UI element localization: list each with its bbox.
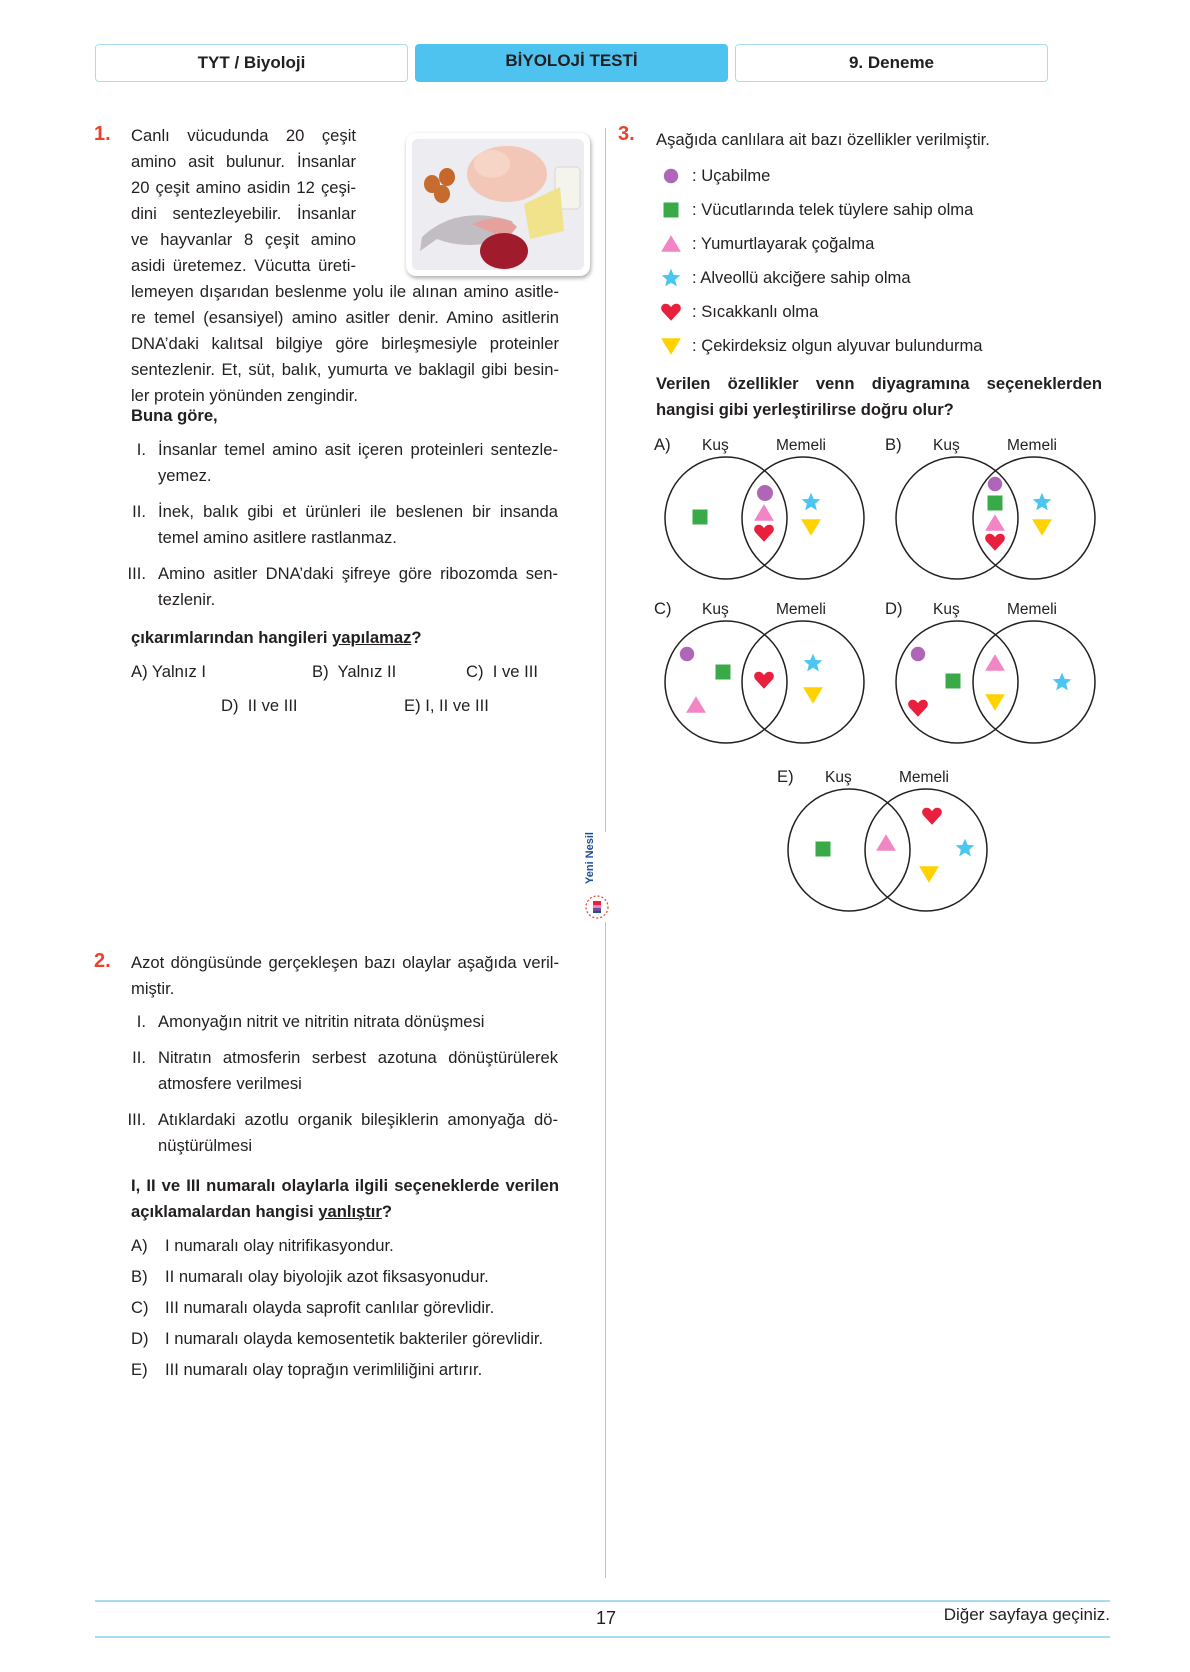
venn-diagram	[654, 619, 874, 747]
statement-label: II.	[132, 1048, 146, 1067]
text-line: nüştürülmesi	[158, 1136, 253, 1155]
option-label: C)	[466, 662, 484, 681]
header-subject	[95, 44, 408, 82]
option-label: D)	[131, 1329, 149, 1348]
venn-option-e[interactable]	[777, 765, 997, 915]
legend-item-ucabilme	[660, 163, 770, 189]
question-number: 1.	[94, 123, 111, 145]
option-text: Yalnız II	[337, 662, 397, 681]
set-label-kus: Kuş	[702, 437, 729, 454]
question-number: 3.	[618, 123, 635, 145]
venn-diagram	[885, 455, 1105, 583]
prompt-end: ?	[411, 628, 422, 647]
venn-option-c[interactable]	[654, 597, 874, 747]
question-2-prompt	[131, 1173, 559, 1225]
page-number: 17	[596, 1608, 617, 1628]
legend-item-telek	[660, 197, 973, 223]
option-d[interactable]	[131, 1326, 543, 1352]
statement-3	[118, 561, 558, 615]
set-label-kus: Kuş	[702, 601, 729, 618]
triangle-icon	[660, 233, 682, 255]
statement-2	[118, 499, 558, 553]
heart-icon	[660, 301, 682, 323]
set-label-memeli: Memeli	[1007, 437, 1057, 454]
question-2-intro	[131, 950, 559, 1002]
text-line: Amino asitler DNA’daki şifreye göre ribozomda sen-	[158, 564, 558, 583]
option-label: B)	[131, 1267, 148, 1286]
option-label: B)	[312, 662, 329, 681]
text-line: re temel (esansiyel) amino asitler denir. Amino asitlerin	[131, 308, 559, 327]
square-icon	[660, 199, 682, 221]
prompt-emphasis: yanlıştır	[318, 1202, 382, 1221]
footer-bottom-rule	[95, 1636, 1110, 1638]
prompt-text: açıklamalardan hangisi	[131, 1202, 319, 1221]
venn-diagram	[777, 787, 997, 915]
header-test-title-text: BİYOLOJİ TESTİ	[505, 51, 638, 70]
legend-item-yumurta	[660, 231, 874, 257]
option-label: D)	[221, 696, 239, 715]
question-number: 2.	[94, 950, 111, 972]
star-icon	[660, 267, 682, 289]
option-label: A)	[654, 435, 671, 454]
venn-option-b[interactable]	[885, 433, 1105, 583]
text-line: miştir.	[131, 979, 175, 998]
legend-text: : Alveollü akciğere sahip olma	[692, 268, 911, 287]
option-c[interactable]	[131, 1295, 494, 1321]
text-line: yemez.	[158, 466, 212, 485]
option-label: A)	[131, 662, 148, 681]
text-line: tezlenir.	[158, 590, 216, 609]
question-1-intro	[131, 123, 356, 279]
text-line: sentezlenir. Et, süt, balık, yumurta ve baklagil gibi besin-	[131, 360, 559, 379]
circle-icon	[660, 165, 682, 187]
statement-3	[118, 1107, 558, 1161]
question-1-body	[131, 279, 559, 409]
legend-text: : Vücutlarında telek tüylere sahip olma	[692, 200, 974, 219]
down-triangle-icon	[660, 335, 682, 357]
prompt-text: çıkarımlarından hangileri	[131, 628, 333, 647]
prompt-line: Verilen özellikler venn diyagramına seçeneklerden	[656, 374, 1102, 393]
text-line: Nitratın atmosferin serbest azotuna dönüştürülerek	[158, 1048, 558, 1067]
option-b[interactable]	[131, 1264, 489, 1290]
text-line: temel amino asitlere rastlanmaz.	[158, 528, 397, 547]
text-line: Azot döngüsünde gerçekleşen bazı olaylar aşağıda veril-	[131, 953, 559, 972]
text-line: DNA’daki kalıtsal bilgiye göre birleşmesiyle proteinler	[131, 334, 559, 353]
legend-item-alyuvar	[660, 333, 983, 359]
option-a[interactable]	[131, 1233, 394, 1259]
statement-label: III.	[127, 564, 146, 583]
venn-option-d[interactable]	[885, 597, 1105, 747]
venn-diagram	[654, 455, 874, 583]
option-text: I, II ve III	[425, 696, 489, 715]
set-label-kus: Kuş	[933, 437, 960, 454]
statement-2	[118, 1045, 558, 1099]
statement-label: I.	[136, 1012, 146, 1031]
text-line: Atıklardaki azotlu organik bileşiklerin amonyağa dö-	[158, 1110, 558, 1129]
protein-foods-illustration	[412, 139, 584, 270]
food-photo-image	[412, 139, 584, 270]
footer-top-rule	[95, 1600, 1110, 1602]
text-line: Canlı vücudunda 20 çeşit	[131, 126, 356, 145]
option-text: I numaralı olayda kemosentetik bakteriler görevlidir.	[165, 1329, 544, 1348]
legend-text: : Çekirdeksiz olgun alyuvar bulundurma	[692, 336, 983, 355]
option-label: C)	[131, 1298, 149, 1317]
set-label-memeli: Memeli	[776, 601, 826, 618]
yeni-nesil-logo	[582, 832, 612, 922]
question-3-prompt	[656, 371, 1102, 423]
option-text: III numaralı olay toprağın verimliliğini artırır.	[165, 1360, 483, 1379]
header-test-title	[415, 44, 728, 82]
text-line: İnsanlar temel amino asit içeren proteinleri sentezle-	[158, 440, 558, 459]
question-1-prompt	[131, 625, 422, 651]
statement-label: II.	[132, 502, 146, 521]
header-exam-number	[735, 44, 1048, 82]
set-label-memeli: Memeli	[776, 437, 826, 454]
option-a[interactable]	[131, 659, 206, 685]
option-text: II ve III	[247, 696, 298, 715]
text-line: ler protein yönünden zengindir.	[131, 386, 358, 405]
option-e[interactable]	[131, 1357, 482, 1383]
legend-text: : Yumurtlayarak çoğalma	[692, 234, 875, 253]
option-b[interactable]	[312, 659, 396, 685]
text-line: lemeyen dışarıdan beslenme yolu ile alınan amino asitle-	[131, 282, 559, 301]
question-1-lead: Buna göre,	[131, 406, 218, 425]
text-line: asidi üretemez. Vücutta üreti-	[131, 256, 356, 275]
option-d[interactable]	[221, 693, 298, 719]
text-line: amino asit bulunur. İnsanlar	[131, 152, 356, 171]
text-line: İnek, balık gibi et ürünleri ile beslenen bir insanda	[158, 502, 558, 521]
statement-label: III.	[127, 1110, 146, 1129]
venn-option-a[interactable]	[654, 433, 874, 583]
text-line: dini sentezleyebilir. İnsanlar	[131, 204, 356, 223]
legend-item-sicakkanli	[660, 299, 818, 325]
option-label: B)	[885, 435, 902, 454]
statement-1	[118, 1009, 558, 1037]
option-c[interactable]	[466, 659, 538, 685]
set-label-kus: Kuş	[933, 601, 960, 618]
prompt-emphasis: yapılamaz	[332, 628, 412, 647]
option-label: D)	[885, 599, 903, 618]
logo-text: Yeni Nesil	[584, 832, 596, 884]
set-label-memeli: Memeli	[1007, 601, 1057, 618]
question-3-intro: Aşağıda canlılara ait bazı özellikler verilmiştir.	[656, 130, 990, 149]
prompt-line: hangisi gibi yerleştirilirse doğru olur?	[656, 400, 954, 419]
option-e[interactable]	[404, 693, 489, 719]
option-label: E)	[131, 1360, 148, 1379]
option-text: I ve III	[492, 662, 538, 681]
text-line: ve hayvanlar 8 çeşit amino	[131, 230, 356, 249]
option-label: E)	[777, 767, 794, 786]
next-page-note: Diğer sayfaya geçiniz.	[943, 1605, 1110, 1624]
option-text: I numaralı olay nitrifikasyondur.	[165, 1236, 394, 1255]
option-text: Yalnız I	[151, 662, 207, 681]
text-line: 20 çeşit amino asidin 12 çeşi-	[131, 178, 356, 197]
option-label: A)	[131, 1236, 148, 1255]
text-line: Amonyağın nitrit ve nitritin nitrata dönüşmesi	[158, 1012, 485, 1031]
prompt-end: ?	[381, 1202, 393, 1221]
prompt-line: I, II ve III numaralı olaylarla ilgili seçeneklerde verilen	[131, 1176, 559, 1195]
header-exam-number-text: 9. Deneme	[848, 53, 935, 72]
statement-label: I.	[136, 440, 146, 459]
set-label-kus: Kuş	[825, 769, 852, 786]
option-text: II numaralı olay biyolojik azot fiksasyonudur.	[165, 1267, 489, 1286]
option-label: E)	[404, 696, 421, 715]
legend-item-alveol	[660, 265, 911, 291]
venn-diagram	[885, 619, 1105, 747]
set-label-memeli: Memeli	[899, 769, 949, 786]
legend-text: : Uçabilme	[692, 166, 771, 185]
logo-icon	[584, 894, 610, 920]
text-line: atmosfere verilmesi	[158, 1074, 302, 1093]
header-subject-text: TYT / Biyoloji	[197, 53, 306, 72]
option-label: C)	[654, 599, 672, 618]
statement-1	[118, 437, 558, 491]
food-photo	[406, 133, 590, 276]
option-text: III numaralı olayda saprofit canlılar görevlidir.	[165, 1298, 495, 1317]
legend-text: : Sıcakkanlı olma	[692, 302, 819, 321]
